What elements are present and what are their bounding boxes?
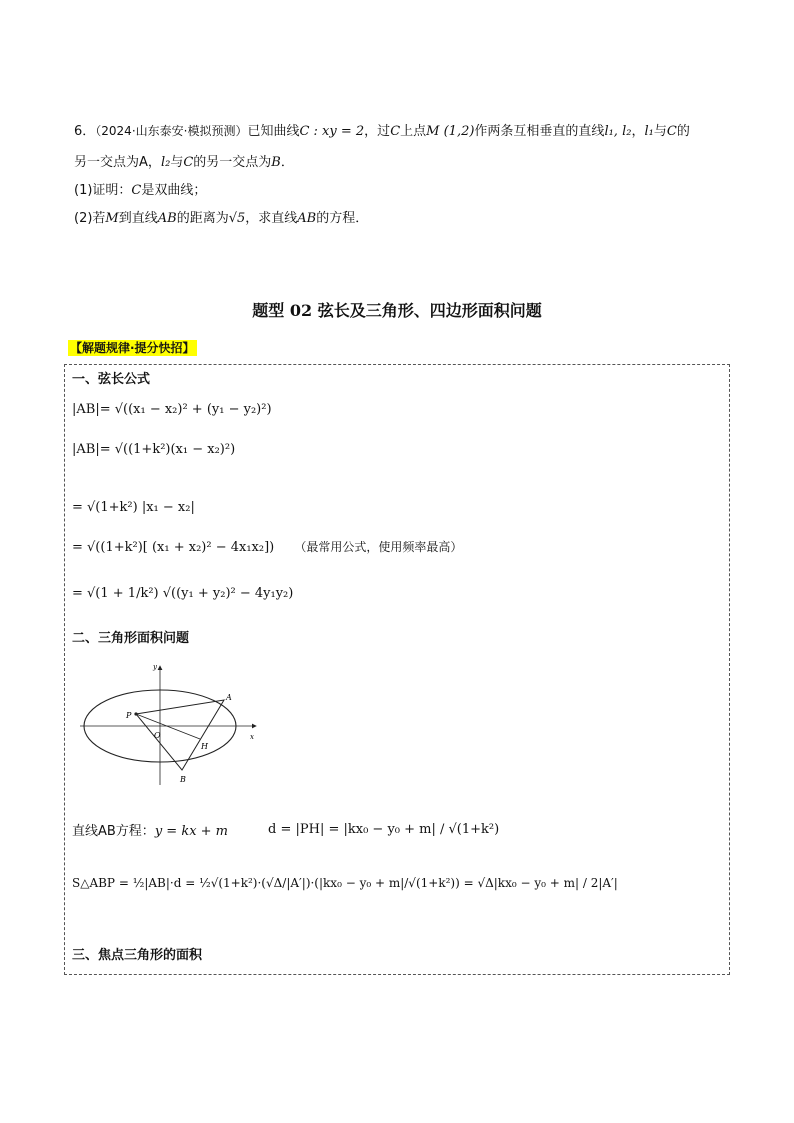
text: ，过 <box>364 124 391 139</box>
section-title: 题型 02 弦长及三角形、四边形面积问题 <box>252 301 542 320</box>
text: (1)证明： <box>74 183 132 198</box>
formula-chord-1: |AB|= √((x₁ − x₂)² + (y₁ − y₂)²) <box>72 402 272 417</box>
formula-chord-4 <box>72 538 462 555</box>
text: 与 <box>653 124 667 139</box>
text: 到直线 <box>118 211 158 226</box>
x-axis-label: x <box>250 733 254 741</box>
text: ， <box>631 124 645 139</box>
b-label: B <box>180 775 186 784</box>
y-axis-label: y <box>153 663 157 671</box>
point-b: B <box>271 155 281 170</box>
formula-chord-4-expr: = √((1+k²)[ (x₁ + x₂)² − 4x₁x₂]) <box>72 540 275 555</box>
line-l2: l₂ <box>160 155 171 170</box>
problem-line-1 <box>74 121 690 142</box>
heading-chord-length: 一、弦长公式 <box>72 372 151 387</box>
text: 是双曲线； <box>141 183 207 198</box>
triangle-apb <box>136 700 224 770</box>
text: 另一交点为 <box>74 155 140 170</box>
text: 作两条互相垂直的直线 <box>474 124 605 139</box>
text: 与 <box>170 155 184 170</box>
formula-chord-2: |AB|= √((1+k²)(x₁ − x₂)²) <box>72 442 236 457</box>
curve-equation: C : xy = 2 <box>299 124 365 139</box>
point-p-dot <box>134 712 137 715</box>
heading-triangle-area: 二、三角形面积问题 <box>72 631 190 646</box>
area-formula: S△ABP = ½|AB|·d = ½√(1+k²)·(√Δ/|A′|)·(|kx₀ − y₀ + m|/√(1+k²)) = √Δ|kx₀ − y₀ + m| / 2|A′| <box>72 876 618 890</box>
line-ab-equation <box>72 822 228 842</box>
a-label: A <box>226 693 232 702</box>
question-2 <box>74 209 368 229</box>
formula-note: （最常用公式，使用频率最高） <box>294 540 463 554</box>
point-m-symbol: M <box>105 211 119 226</box>
text: 的 <box>676 124 690 139</box>
perpendicular-ph <box>136 714 200 739</box>
heading-focal-triangle: 三、焦点三角形的面积 <box>72 948 203 963</box>
point-m: M (1,2) <box>426 124 475 139</box>
curve-symbol: C <box>183 155 194 170</box>
question-1 <box>74 181 206 201</box>
curve-symbol: C <box>666 124 677 139</box>
point-a: A <box>139 155 148 170</box>
tips-badge-label: 【解题规律·提分快招】 <box>70 341 195 355</box>
distance-formula: d = |PH| = |kx₀ − y₀ + m| / √(1+k²) <box>268 822 500 837</box>
problem-line-2 <box>74 153 294 173</box>
text: ． <box>280 155 294 170</box>
text: 的距离为 <box>176 211 229 226</box>
text: 的方程． <box>316 211 369 226</box>
sqrt-five: √5 <box>228 211 246 226</box>
formula-chord-3: = √(1+k²) |x₁ − x₂| <box>72 500 195 515</box>
line-ab-symbol: AB <box>157 211 177 226</box>
line-ab-formula: y = kx + m <box>154 824 229 839</box>
origin-label: O <box>154 731 161 740</box>
problem-number: 6． <box>74 124 96 139</box>
text: (2)若 <box>74 211 106 226</box>
tips-badge <box>68 337 197 356</box>
h-label: H <box>201 742 208 751</box>
text: 已知曲线 <box>247 124 300 139</box>
line-ab-label: 直线AB方程： <box>72 824 155 839</box>
problem-source: （2024·山东泰安·模拟预测） <box>95 124 248 138</box>
formula-chord-5: = √(1 + 1/k²) √((y₁ + y₂)² − 4y₁y₂) <box>72 586 294 601</box>
text: 的另一交点为 <box>193 155 272 170</box>
text: ，求直线 <box>245 211 298 226</box>
lines-l1-l2: l₁, l₂ <box>604 124 632 139</box>
text: 上点 <box>400 124 427 139</box>
curve-symbol: C <box>131 183 142 198</box>
ellipse-triangle-diagram <box>78 660 268 790</box>
curve-symbol: C <box>390 124 401 139</box>
p-label: P <box>126 711 132 720</box>
line-l1: l₁ <box>644 124 654 139</box>
text: ， <box>147 155 161 170</box>
line-ab-symbol: AB <box>297 211 317 226</box>
